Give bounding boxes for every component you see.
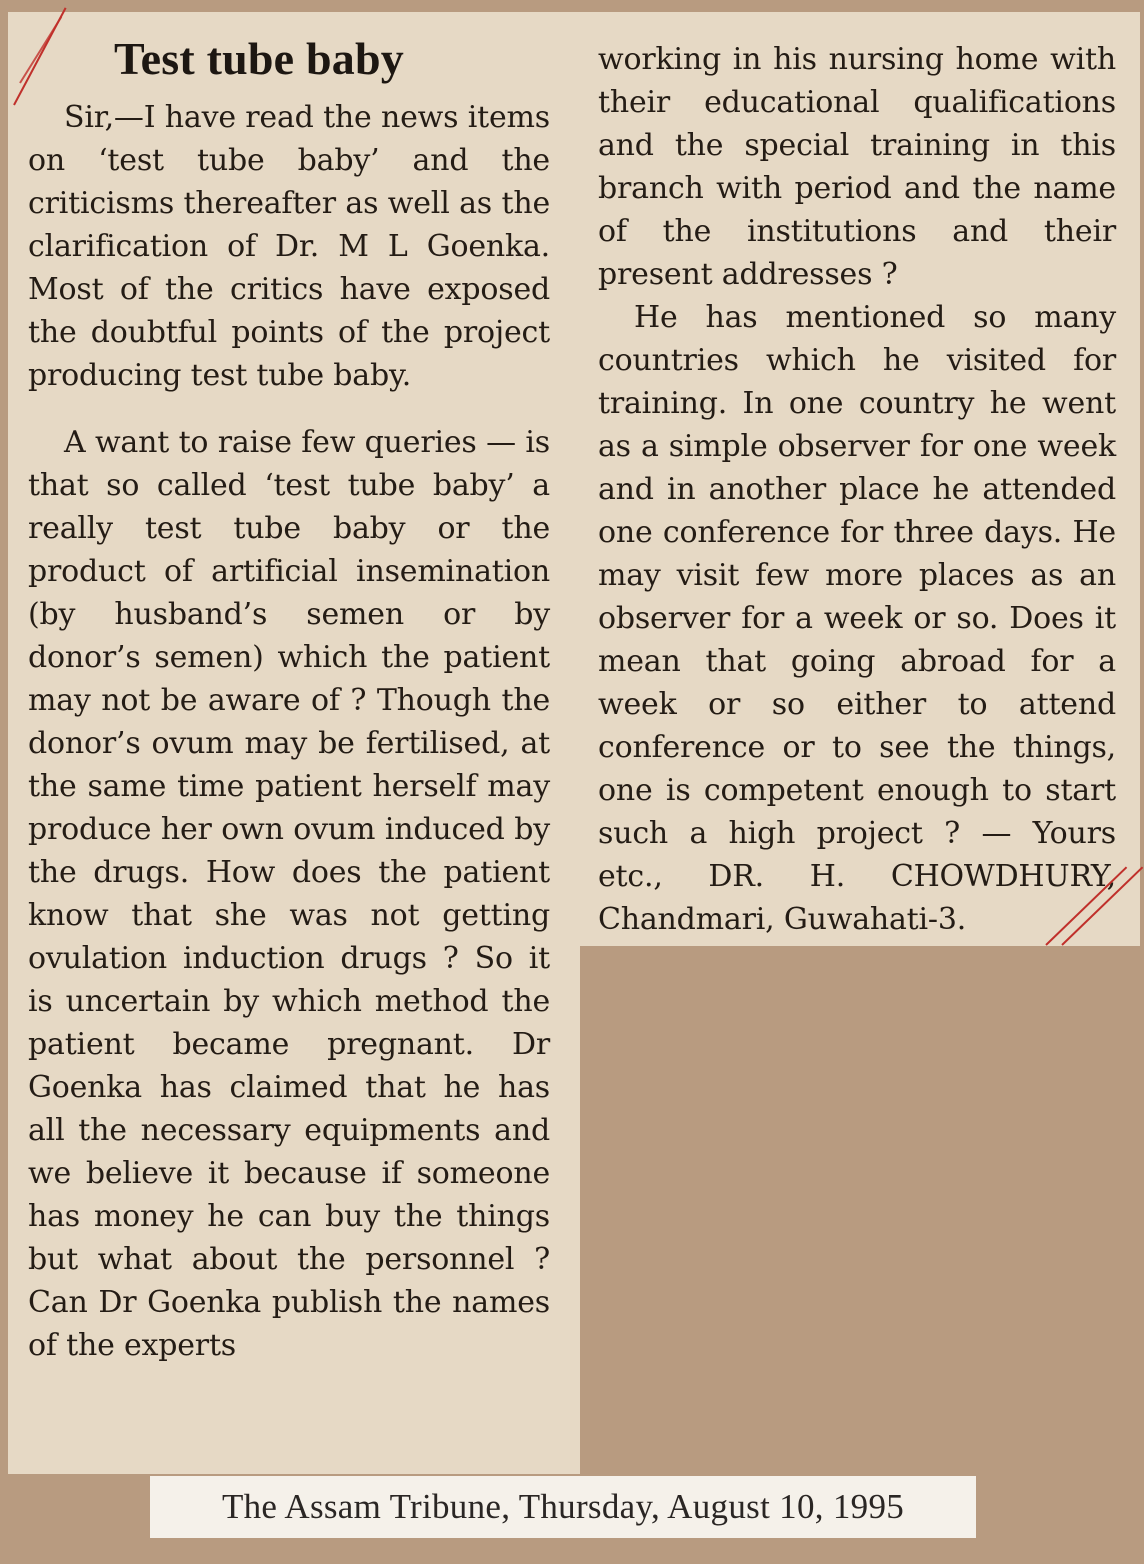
article-paragraph: Sir,—I have read the news items on ‘test tube baby’ and the criticisms thereafter as well as the clarification of Dr. M L Goenka. Most of the critics have exposed the doubtful points of the project producing test tube baby. xyxy=(28,100,550,393)
article-paragraph: A want to raise few queries — is that so called ‘test tube baby’ a really test tube baby or the product of artificial insemination (by husband’s semen or by donor’s semen) which the patient may not be aware of ? Though the donor’s ovum may be fertilised, at the same time patient herself may produce her own ovum induced by the drugs. How does the patient know that she was not getting ovulation induction drugs ? So it is uncertain by which method the patient became pregnant. Dr Goenka has claimed that he has all the necessary equipments and we believe it because if someone has money he can buy the things but what about the personnel ? Can Dr Goenka publish the names of the experts xyxy=(28,425,550,1363)
source-caption xyxy=(150,1476,976,1538)
article-headline: Test tube baby xyxy=(114,33,404,84)
article-paragraph: working in his nursing home with their educational qualifications and the special training in this branch with period and the name of the institutions and their present addresses ? xyxy=(598,42,1116,292)
article-paragraph: He has mentioned so many countries which he visited for training. In one country he went as a simple observer for one week and in another place he attended one conference for three days. He may visit few more places as an observer for a week or so. Does it mean that going abroad for a week or so either to attend conference or to see the things, one is competent enough to start such a high project ? — Yours etc., DR. H. CHOWDHURY, Chandmari, Guwahati-3. xyxy=(598,300,1116,937)
article-left-column xyxy=(8,12,580,1474)
source-caption-text: The Assam Tribune, Thursday, August 10, 1995 xyxy=(221,1487,905,1526)
article-right-column xyxy=(580,12,1140,946)
